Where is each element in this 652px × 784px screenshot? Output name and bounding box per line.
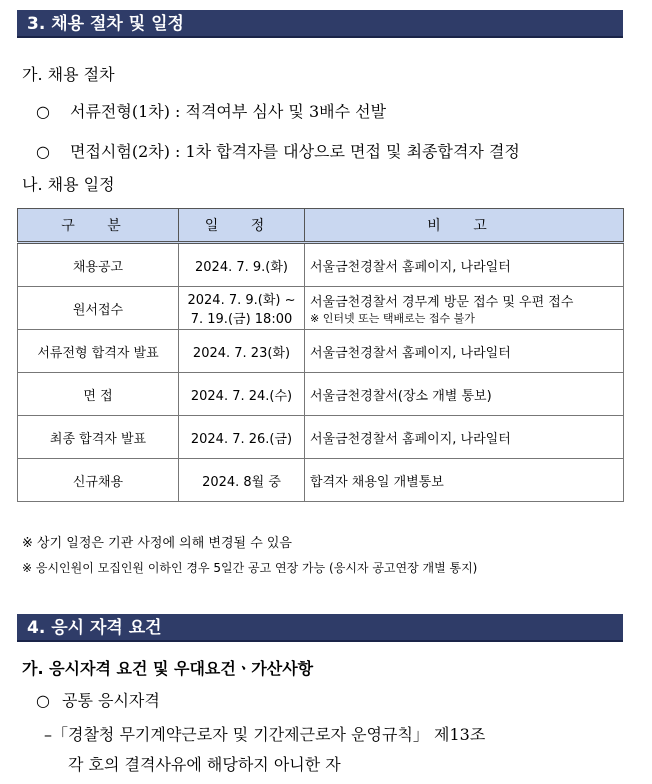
row-item: 면 접 — [18, 373, 179, 416]
rule-line-1: –「경찰청 무기계약근로자 및 기간제근로자 운영규칙」 제13조 — [44, 725, 486, 744]
row-date: 2024. 7. 24.(수) — [179, 373, 305, 416]
row-note-line-2: ※ 인터넷 또는 택배로는 접수 불가 — [310, 311, 475, 325]
table-row — [18, 459, 624, 502]
header-date: 일 정 — [179, 209, 305, 243]
bullet-icon: ○ — [36, 102, 50, 121]
row-date: 2024. 7. 23(화) — [179, 330, 305, 373]
row-date — [179, 287, 305, 330]
procedure-step-2 — [36, 139, 520, 162]
procedure-step-1 — [36, 99, 386, 122]
section-3-title: 3. 채용 절차 및 일정 — [17, 10, 623, 38]
row-item: 채용공고 — [18, 243, 179, 287]
table-row — [18, 330, 624, 373]
eligibility-heading: 가. 응시자격 요건 및 우대요건ㆍ가산사항 — [22, 659, 314, 678]
row-note-line-1: 서울금천경찰서 경무계 방문 접수 및 우편 접수 — [310, 294, 574, 310]
table-header-row — [18, 209, 624, 243]
schedule-note-2: ※ 응시인원이 모집인원 이하인 경우 5일간 공고 연장 가능 (응시자 공고연장 개별 통지) — [22, 561, 478, 575]
row-note: 서울금천경찰서 홈페이지, 나라일터 — [305, 330, 624, 373]
header-remarks: 비 고 — [305, 209, 624, 243]
step-1-text: 서류전형(1차) : 적격여부 심사 및 3배수 선발 — [70, 102, 387, 121]
bullet-icon: ○ — [36, 691, 50, 710]
row-item: 최종 합격자 발표 — [18, 416, 179, 459]
bullet-icon: ○ — [36, 142, 50, 161]
table-row — [18, 287, 624, 330]
row-date-line-2: 7. 19.(금) 18:00 — [190, 312, 293, 327]
row-item: 원서접수 — [18, 287, 179, 330]
table-row — [18, 416, 624, 459]
row-item: 신규채용 — [18, 459, 179, 502]
rule-line-2: 각 호의 결격사유에 해당하지 아니한 자 — [68, 755, 341, 774]
row-date-line-1: 2024. 7. 9.(화) ~ — [187, 293, 296, 308]
schedule-note-1: ※ 상기 일정은 기관 사정에 의해 변경될 수 있음 — [22, 536, 292, 551]
row-date: 2024. 7. 9.(화) — [179, 243, 305, 287]
common-eligibility-text: 공통 응시자격 — [62, 691, 160, 710]
procedure-heading: 가. 채용 절차 — [22, 65, 115, 84]
row-date: 2024. 8월 중 — [179, 459, 305, 502]
row-note — [305, 287, 624, 330]
schedule-table — [17, 208, 624, 502]
step-2-text: 면접시험(2차) : 1차 합격자를 대상으로 면접 및 최종합격자 결정 — [70, 142, 520, 161]
table-row — [18, 243, 624, 287]
schedule-heading: 나. 채용 일정 — [22, 175, 115, 194]
row-note: 서울금천경찰서(장소 개별 통보) — [305, 373, 624, 416]
row-date: 2024. 7. 26.(금) — [179, 416, 305, 459]
row-item: 서류전형 합격자 발표 — [18, 330, 179, 373]
common-eligibility — [36, 688, 160, 711]
row-note: 합격자 채용일 개별통보 — [305, 459, 624, 502]
header-category: 구 분 — [18, 209, 179, 243]
row-note: 서울금천경찰서 홈페이지, 나라일터 — [305, 416, 624, 459]
section-4-title: 4. 응시 자격 요건 — [17, 614, 623, 642]
row-note: 서울금천경찰서 홈페이지, 나라일터 — [305, 243, 624, 287]
table-row — [18, 373, 624, 416]
